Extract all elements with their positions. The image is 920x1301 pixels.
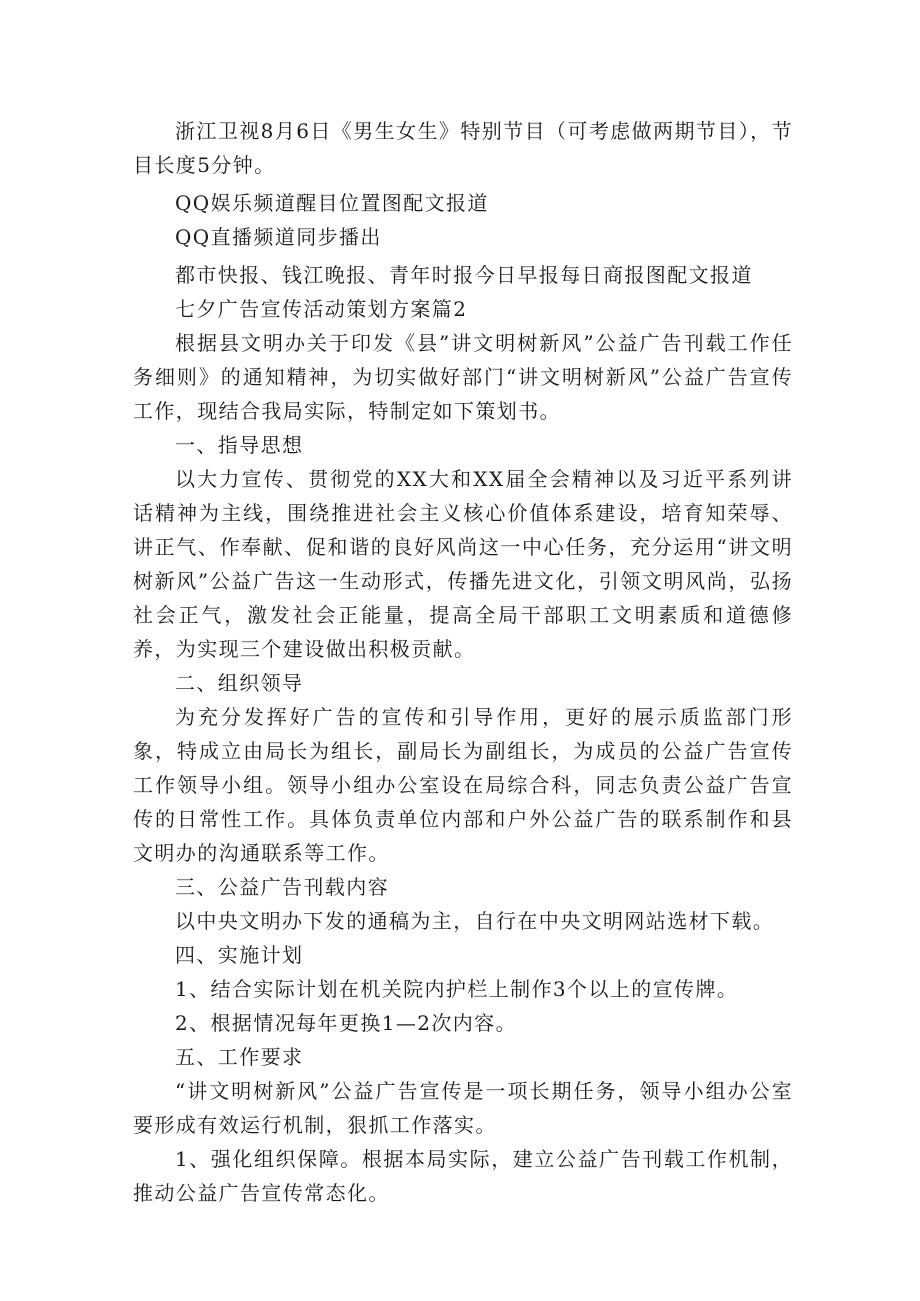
heading-guiding-ideology: 一、指导思想	[175, 433, 304, 457]
paragraph-organization: 为充分发挥好广告的宣传和引导作用，更好的展示质监部门形象，特成立由局长为组长，副局长为副组长，为成员的公益广告宣传工作领导小组。领导小组办公室设在局综合科，同志负责公益广告宣传的日常性工作。具体负责单位内部和户外公益广告的联系制作和县文明办的沟通联系等工作。	[133, 705, 793, 865]
list-item-requirement-1: 1、强化组织保障。根据本局实际，建立公益广告刊载工作机制，推动公益广告宣传常态化。	[133, 1147, 793, 1205]
paragraph-tv-program: 浙江卫视8月6日《男生女生》特别节目（可考虑做两期节目），节目长度5分钟。	[133, 119, 793, 177]
document-body	[133, 114, 793, 1210]
heading-content: 三、公益广告刊载内容	[175, 875, 389, 899]
heading-organization: 二、组织领导	[175, 671, 304, 695]
section-title-plan-2: 七夕广告宣传活动策划方案篇2	[175, 297, 468, 321]
heading-requirements: 五、工作要求	[175, 1045, 304, 1069]
paragraph-qq-live: QQ直播频道同步播出	[175, 225, 382, 249]
paragraph-requirements: “讲文明树新风”公益广告宣传是一项长期任务，领导小组办公室要形成有效运行机制，狠抓工作落实。	[133, 1079, 793, 1137]
list-item-plan-2: 2、根据情况每年更换1—2次内容。	[175, 1011, 517, 1035]
paragraph-guiding-ideology: 以大力宣传、贯彻党的XX大和XX届全会精神以及习近平系列讲话精神为主线，围绕推进社会主义核心价值体系建设，培育知荣辱、讲正气、作奉献、促和谐的良好风尚这一中心任务，充分运用“讲文明树新风”公益广告这一生动形式，传播先进文化，引领文明风尚，弘扬社会正气，激发社会正能量，提高全局干部职工文明素质和道德修养，为实现三个建设做出积极贡献。	[133, 467, 793, 661]
heading-implementation: 四、实施计划	[175, 943, 304, 967]
paragraph-qq-entertainment: QQ娱乐频道醒目位置图配文报道	[175, 191, 489, 215]
list-item-plan-1: 1、结合实际计划在机关院内护栏上制作3个以上的宣传牌。	[175, 977, 739, 1001]
paragraph-newspapers: 都市快报、钱江晚报、青年时报今日早报每日商报图配文报道	[175, 263, 753, 287]
paragraph-content: 以中央文明办下发的通稿为主，自行在中央文明网站选材下载。	[175, 909, 775, 933]
paragraph-intro: 根据县文明办关于印发《县”讲文明树新风”公益广告刊载工作任务细则》的通知精神，为切实做好部门“讲文明树新风”公益广告宣传工作，现结合我局实际，特制定如下策划书。	[133, 331, 793, 423]
